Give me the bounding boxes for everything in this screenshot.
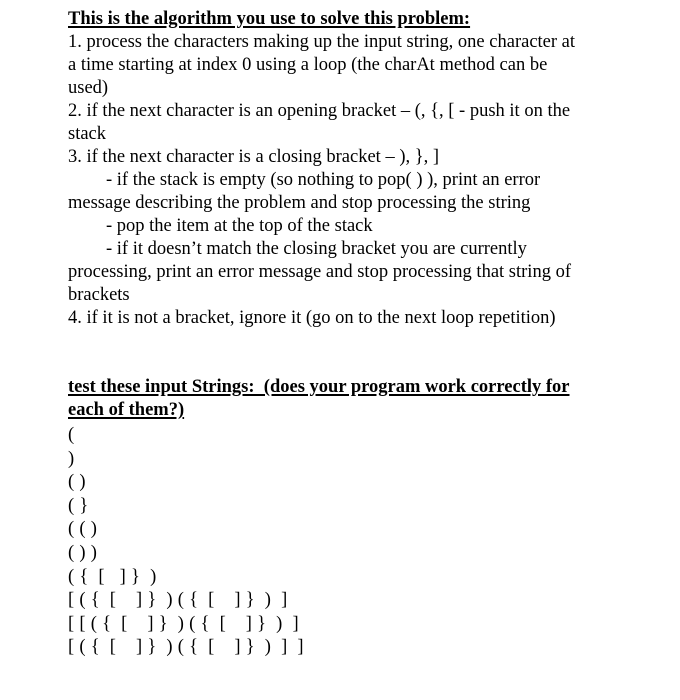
test-strings-list — [68, 424, 628, 660]
test-string: ( ) — [68, 472, 86, 493]
step-3-substep-match-check: - if it doesn’t match the closing bracket you are currently — [106, 239, 527, 259]
step-3-substep-match-check-cont-2: brackets — [68, 285, 130, 305]
step-2-line-1: 2. if the next character is an opening bracket – (, {, [ - push it on the — [68, 101, 571, 121]
step-2-line-2: stack — [68, 124, 107, 144]
document — [68, 8, 628, 660]
algorithm-steps — [68, 31, 628, 330]
test-string: [ [ ( { [ ] } ) ( { [ ] } ) ] — [68, 613, 299, 634]
step-3-substep-pop: - pop the item at the top of the stack — [106, 216, 373, 236]
section-gap — [68, 330, 628, 376]
step-3-substep-empty-check: - if the stack is empty (so nothing to pop( ) ), print an error — [106, 170, 541, 190]
tests-heading-line-1: test these input Strings: (does your program work correctly for — [68, 377, 570, 397]
test-string: ( — [68, 425, 75, 445]
test-string: ( ( ) — [68, 519, 98, 540]
test-string: [ ( { [ ] } ) ( { [ ] } ) ] ] — [68, 637, 304, 658]
step-3-substep-empty-check-cont: message describing the problem and stop processing the string — [68, 193, 531, 213]
tests-heading-line-2: each of them?) — [68, 400, 185, 420]
step-1-line-3: used) — [68, 78, 109, 98]
test-string: ( ) ) — [68, 542, 98, 563]
test-string: ( { [ ] } ) — [68, 566, 157, 587]
step-1-line-1: 1. process the characters making up the input string, one character at — [68, 32, 576, 52]
test-string: [ ( { [ ] } ) ( { [ ] } ) ] — [68, 590, 288, 611]
algorithm-heading: This is the algorithm you use to solve this problem: — [68, 9, 471, 29]
step-3-substep-match-check-cont-1: processing, print an error message and stop processing that string of — [68, 262, 571, 282]
test-string: ) — [68, 448, 75, 469]
step-4-line-1: 4. if it is not a bracket, ignore it (go on to the next loop repetition) — [68, 308, 556, 328]
step-1-line-2: a time starting at index 0 using a loop (the charAt method can be — [68, 55, 548, 75]
step-3-line-1: 3. if the next character is a closing bracket – ), }, ] — [68, 147, 440, 167]
test-string: ( } — [68, 495, 89, 516]
